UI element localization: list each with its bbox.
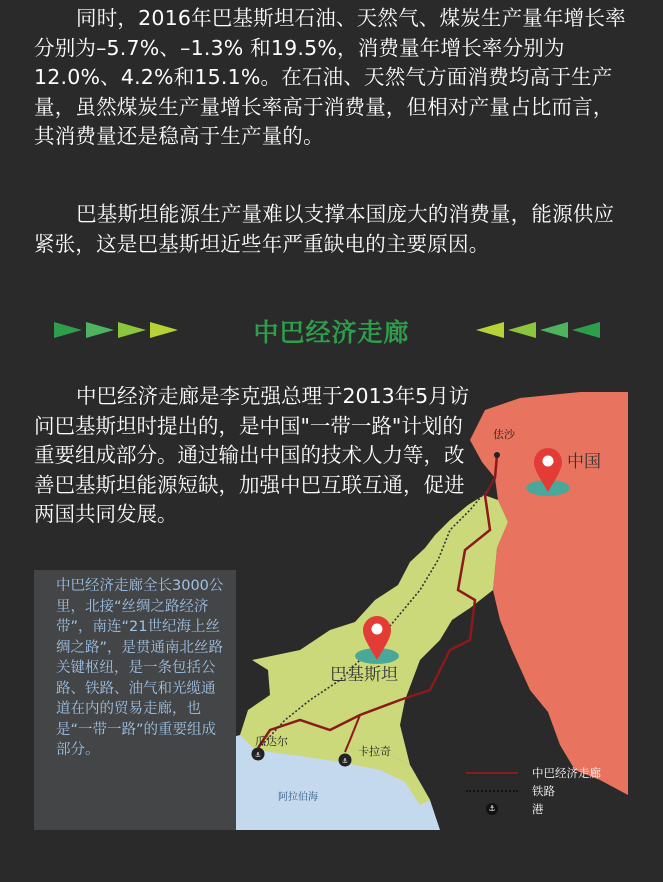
cpec-info-text: 中巴经济走廊全长3000公里，北接“丝绸之路经济带”，南连“21世纪海上丝绸之路”，是贯通南北丝路关键枢纽，是一条包括公路、铁路、油气和光缆通道在内的贸易走廊，也是“一带一路”的重要组成部分。 xyxy=(56,578,224,758)
legend-port: ⚓ 港 xyxy=(466,800,601,818)
legend-railway: 铁路 xyxy=(466,782,601,800)
legend-corridor: 中巴经济走廊 xyxy=(466,764,601,782)
gwadar-label: 瓜达尔 xyxy=(255,735,288,748)
svg-text:⚓: ⚓ xyxy=(341,757,349,765)
paragraph-energy-shortage: 巴基斯坦能源生产量难以支撑本国庞大的消费量，能源供应紧张，这是巴基斯坦近些年严重缺电的主要原因。 xyxy=(34,202,615,256)
karachi-label: 卡拉奇 xyxy=(358,745,391,758)
china-label: 中国 xyxy=(567,452,601,472)
cpec-info-box xyxy=(34,570,236,830)
pakistan-label: 巴基斯坦 xyxy=(330,665,398,685)
kashgar-label: 佉沙 xyxy=(493,428,515,441)
sea-label: 阿拉伯海 xyxy=(278,792,318,803)
svg-text:⚓: ⚓ xyxy=(254,751,262,759)
paragraph-energy-growth: 同时，2016年巴基斯坦石油、天然气、煤炭生产量年增长率分别为–5.7%、–1.3% 和19.5%，消费量年增长率分别为12.0%、4.2%和15.1%。在石油、天然气方面消费均高于生产量，虽然煤炭生产量增长率高于消费量，但相对产量占比而言，其消费量还是稳高于生产量的。 xyxy=(34,6,626,148)
section-title: 中巴经济走廊 xyxy=(253,318,410,347)
kashgar-dot xyxy=(494,452,500,458)
right-arrows-decoration xyxy=(476,322,600,338)
paragraph-cpec-intro: 中巴经济走廊是李克强总理于2013年5月访问巴基斯坦时提出的，是中国"一带一路"计划的重要组成部分。通过输出中国的技术人力等，改善巴基斯坦能源短缺，加强中巴互联互通，促进两国共同发展。 xyxy=(34,384,470,526)
map-legend xyxy=(466,764,601,818)
anchor-icon: ⚓ xyxy=(486,803,498,815)
